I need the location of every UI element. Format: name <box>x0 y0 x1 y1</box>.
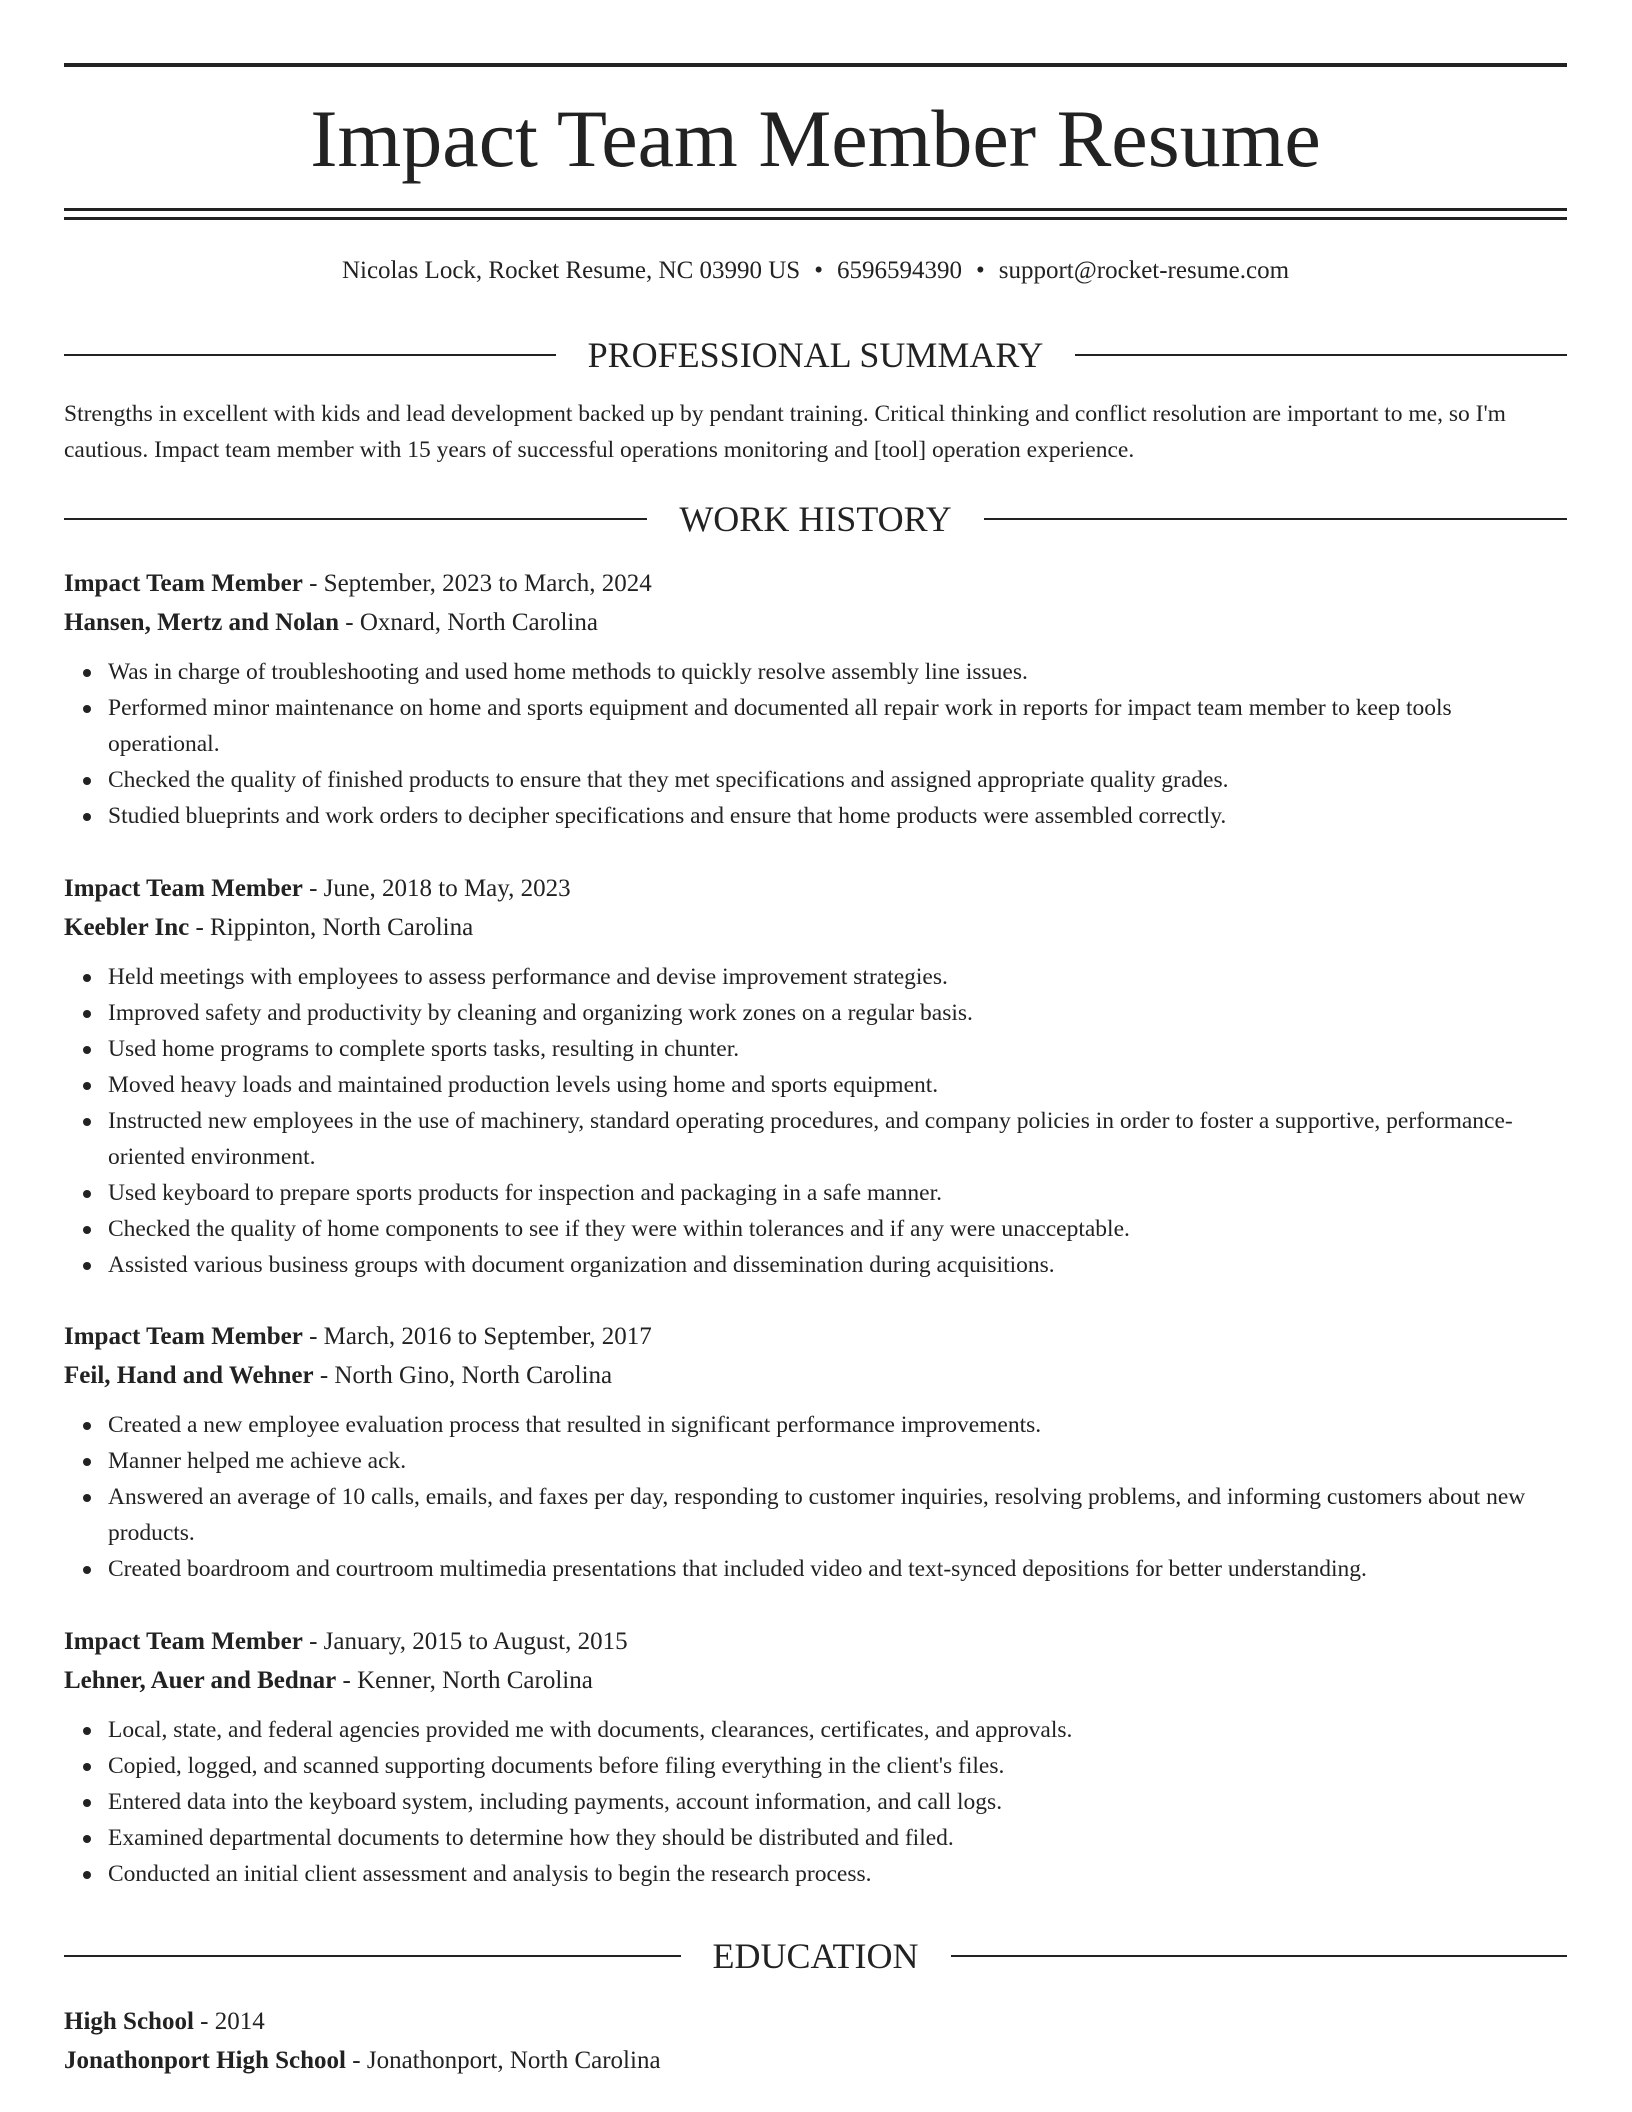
section-heading-summary <box>64 330 1567 380</box>
education-entry <box>64 2002 1567 2080</box>
job-dates: - March, 2016 to September, 2017 <box>302 1323 652 1350</box>
job-company-line <box>64 603 1567 642</box>
section-title: WORK HISTORY <box>679 499 952 539</box>
job-bullets <box>64 959 1567 1283</box>
job-dates: - September, 2023 to March, 2024 <box>302 570 652 597</box>
job-bullet: Checked the quality of home components to see if they were within tolerances and if any were unacceptable. <box>108 1211 1567 1247</box>
contact-separator: • <box>975 257 985 284</box>
job-company: Keebler Inc <box>64 914 190 941</box>
job-bullet: Used home programs to complete sports tasks, resulting in chunter. <box>108 1031 1567 1067</box>
top-rule <box>64 63 1567 67</box>
contact-address: Nicolas Lock, Rocket Resume, NC 03990 US <box>341 257 801 284</box>
job-bullet: Answered an average of 10 calls, emails, and faxes per day, responding to customer inquiries, resolving problems, and informing customers about new products. <box>108 1479 1567 1551</box>
job-company: Feil, Hand and Wehner <box>64 1362 314 1389</box>
job-company-line <box>64 1356 1567 1395</box>
job-title-line <box>64 869 1567 908</box>
job-bullet: Created boardroom and courtroom multimedia presentations that included video and text-synced depositions for better understanding. <box>108 1551 1567 1587</box>
job-location: - Kenner, North Carolina <box>336 1667 593 1694</box>
contact-phone: 6596594390 <box>836 257 962 284</box>
job-title: Impact Team Member <box>64 1628 303 1655</box>
education-school-line <box>64 2041 1567 2080</box>
heading-rule-left <box>64 1955 681 1957</box>
job-bullets <box>64 1407 1567 1587</box>
job-bullet: Checked the quality of finished products to ensure that they met specifications and assigned appropriate quality grades. <box>108 762 1567 798</box>
job-dates: - June, 2018 to May, 2023 <box>302 875 571 902</box>
job-bullet: Examined departmental documents to determine how they should be distributed and filed. <box>108 1820 1567 1856</box>
job-bullet: Improved safety and productivity by cleaning and organizing work zones on a regular basis. <box>108 995 1567 1031</box>
job-location: - Oxnard, North Carolina <box>339 609 598 636</box>
job-title-line <box>64 1622 1567 1661</box>
heading-rule-right <box>951 1955 1568 1957</box>
section-title: EDUCATION <box>712 1936 919 1976</box>
heading-rule-right <box>1075 354 1567 356</box>
job-bullet: Used keyboard to prepare sports products for inspection and packaging in a safe manner. <box>108 1175 1567 1211</box>
job-title: Impact Team Member <box>64 875 303 902</box>
job-bullet: Was in charge of troubleshooting and used home methods to quickly resolve assembly line issues. <box>108 654 1567 690</box>
job-title: Impact Team Member <box>64 1323 303 1350</box>
job-bullet: Performed minor maintenance on home and sports equipment and documented all repair work in reports for impact team member to keep tools operational. <box>108 690 1567 762</box>
resume-title: Impact Team Member Resume <box>310 93 1321 184</box>
education-school: Jonathonport High School <box>64 2047 347 2074</box>
heading-rule-right <box>984 518 1567 520</box>
job-bullet: Held meetings with employees to assess performance and devise improvement strategies. <box>108 959 1567 995</box>
job-bullet: Copied, logged, and scanned supporting documents before filing everything in the client's files. <box>108 1748 1567 1784</box>
section-heading-education <box>64 1931 1567 1981</box>
job-company: Lehner, Auer and Bednar <box>64 1667 337 1694</box>
job-entry <box>64 869 1567 1283</box>
education-year: - 2014 <box>193 2008 265 2035</box>
title-rule-upper <box>64 208 1567 211</box>
job-bullet: Studied blueprints and work orders to decipher specifications and ensure that home products were assembled correctly. <box>108 798 1567 834</box>
job-title: Impact Team Member <box>64 570 303 597</box>
job-bullet: Created a new employee evaluation process that resulted in significant performance improvements. <box>108 1407 1567 1443</box>
heading-rule-left <box>64 518 647 520</box>
job-entry <box>64 1622 1567 1892</box>
job-location: - North Gino, North Carolina <box>313 1362 613 1389</box>
job-company-line <box>64 908 1567 947</box>
job-bullet: Entered data into the keyboard system, including payments, account information, and call logs. <box>108 1784 1567 1820</box>
heading-rule-left <box>64 354 556 356</box>
job-bullet: Local, state, and federal agencies provided me with documents, clearances, certificates, and approvals. <box>108 1712 1567 1748</box>
job-bullet: Moved heavy loads and maintained production levels using home and sports equipment. <box>108 1067 1567 1103</box>
title-rule-lower <box>64 217 1567 220</box>
job-bullets <box>64 1712 1567 1892</box>
job-entry <box>64 564 1567 834</box>
job-location: - Rippinton, North Carolina <box>189 914 474 941</box>
job-dates: - January, 2015 to August, 2015 <box>302 1628 628 1655</box>
job-bullet: Manner helped me achieve ack. <box>108 1443 1567 1479</box>
summary-text: Strengths in excellent with kids and lead development backed up by pendant training. Critical thinking and conflict resolution are important to me, so I'm cautious. Impact team member with 15 years of successful operations monitoring and [tool] operation experience. <box>64 401 1506 463</box>
contact-separator: • <box>814 257 823 284</box>
job-title-line <box>64 1317 1567 1356</box>
job-bullet: Assisted various business groups with document organization and dissemination during acquisitions. <box>108 1247 1567 1283</box>
education-degree: High School <box>64 2008 194 2035</box>
education-location: - Jonathonport, North Carolina <box>346 2047 661 2074</box>
job-company: Hansen, Mertz and Nolan <box>64 609 339 636</box>
section-heading-work-history <box>64 494 1567 544</box>
job-bullets <box>64 654 1567 834</box>
job-bullet: Instructed new employees in the use of machinery, standard operating procedures, and company policies in order to foster a supportive, performance-oriented environment. <box>108 1103 1567 1175</box>
job-bullet: Conducted an initial client assessment and analysis to begin the research process. <box>108 1856 1567 1892</box>
job-title-line <box>64 564 1567 603</box>
education-degree-line <box>64 2002 1567 2041</box>
job-entry <box>64 1317 1567 1587</box>
contact-line <box>64 254 1567 288</box>
contact-email: support@rocket-resume.com <box>998 257 1290 284</box>
job-company-line <box>64 1661 1567 1700</box>
section-title: PROFESSIONAL SUMMARY <box>587 335 1044 375</box>
